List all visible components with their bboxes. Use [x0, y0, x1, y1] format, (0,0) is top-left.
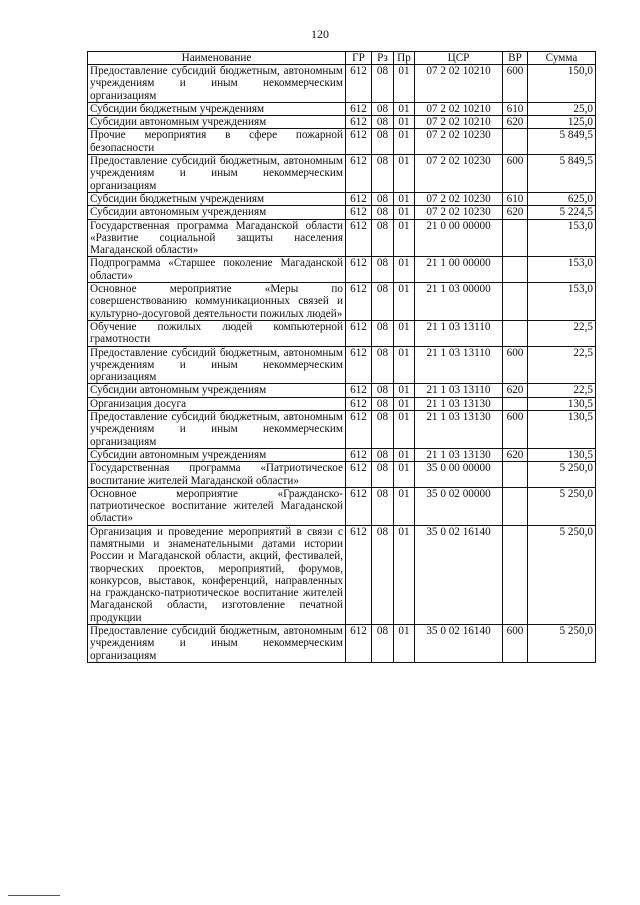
cell-name: Субсидии бюджетным учреждениям — [88, 102, 346, 115]
cell-vr: 620 — [503, 206, 528, 219]
column-header-sum: Сумма — [528, 52, 596, 65]
table-row — [88, 102, 596, 115]
table-row — [88, 487, 596, 525]
footer-rule — [8, 895, 60, 896]
cell-vr: 600 — [503, 65, 528, 103]
column-header-pr: Пр — [394, 52, 415, 65]
cell-vr: 610 — [503, 102, 528, 115]
cell-gr: 612 — [346, 102, 372, 115]
cell-sum: 153,0 — [528, 219, 596, 257]
cell-pr: 01 — [394, 129, 415, 155]
cell-rz: 08 — [372, 397, 394, 410]
cell-name: Основное мероприятие «Гражданско-патриотическое воспитание жителей Магаданской области» — [88, 487, 346, 525]
cell-vr — [503, 320, 528, 346]
cell-gr: 612 — [346, 283, 372, 321]
table-row — [88, 397, 596, 410]
cell-name: Подпрограмма «Старшее поколение Магаданской области» — [88, 257, 346, 283]
cell-name: Государственная программа Магаданской области «Развитие социальной защиты населения Магаданской области» — [88, 219, 346, 257]
cell-vr: 610 — [503, 192, 528, 205]
cell-csr: 35 0 02 16140 — [415, 525, 503, 624]
cell-gr: 612 — [346, 257, 372, 283]
cell-pr: 01 — [394, 155, 415, 193]
cell-csr: 07 2 02 10230 — [415, 206, 503, 219]
cell-name: Основное мероприятие «Меры по совершенствованию коммуникационных связей и культурно-досуговой деятельности пожилых людей» — [88, 283, 346, 321]
table-row — [88, 155, 596, 193]
cell-sum: 130,5 — [528, 397, 596, 410]
page-number: 120 — [311, 27, 329, 41]
cell-rz: 08 — [372, 411, 394, 449]
cell-rz: 08 — [372, 192, 394, 205]
cell-rz: 08 — [372, 525, 394, 624]
cell-rz: 08 — [372, 129, 394, 155]
cell-vr: 600 — [503, 346, 528, 384]
cell-gr: 612 — [346, 320, 372, 346]
cell-gr: 612 — [346, 525, 372, 624]
table-row — [88, 525, 596, 624]
cell-name: Предоставление субсидий бюджетным, автономным учреждениям и иным некоммерческим организациям — [88, 65, 346, 103]
cell-gr: 612 — [346, 129, 372, 155]
table-row — [88, 283, 596, 321]
cell-name: Субсидии автономным учреждениям — [88, 206, 346, 219]
cell-vr — [503, 525, 528, 624]
cell-pr: 01 — [394, 65, 415, 103]
cell-name: Субсидии автономным учреждениям — [88, 116, 346, 129]
cell-sum: 150,0 — [528, 65, 596, 103]
cell-name: Организация досуга — [88, 397, 346, 410]
cell-sum: 153,0 — [528, 257, 596, 283]
cell-name: Предоставление субсидий бюджетным, автономным учреждениям и иным некоммерческим организациям — [88, 411, 346, 449]
cell-name: Прочие мероприятия в сфере пожарной безопасности — [88, 129, 346, 155]
cell-pr: 01 — [394, 411, 415, 449]
cell-gr: 612 — [346, 448, 372, 461]
cell-pr: 01 — [394, 397, 415, 410]
cell-vr — [503, 283, 528, 321]
cell-csr: 21 1 03 13130 — [415, 397, 503, 410]
cell-name: Субсидии бюджетным учреждениям — [88, 192, 346, 205]
cell-gr: 612 — [346, 397, 372, 410]
table-row — [88, 192, 596, 205]
cell-csr: 07 2 02 10230 — [415, 192, 503, 205]
cell-pr: 01 — [394, 625, 415, 663]
cell-csr: 07 2 02 10230 — [415, 155, 503, 193]
cell-name: Организация и проведение мероприятий в связи с памятными и знаменательными датами истории России и Магаданской области, акций, фестивалей, творческих проектов, мероприятий, форумов, конкурсов, выставок, конференций, направленных на гражданско-патриотическое воспитание жителей Магаданской области, изготовление печатной продукции — [88, 525, 346, 624]
cell-name: Обучение пожилых людей компьютерной грамотности — [88, 320, 346, 346]
cell-gr: 612 — [346, 462, 372, 488]
cell-vr: 620 — [503, 448, 528, 461]
cell-pr: 01 — [394, 462, 415, 488]
cell-sum: 5 849,5 — [528, 129, 596, 155]
cell-csr: 21 1 03 13110 — [415, 346, 503, 384]
cell-vr — [503, 462, 528, 488]
cell-rz: 08 — [372, 487, 394, 525]
cell-sum: 22,5 — [528, 384, 596, 397]
cell-name: Субсидии автономным учреждениям — [88, 448, 346, 461]
table-row — [88, 65, 596, 103]
cell-vr: 600 — [503, 155, 528, 193]
cell-sum: 22,5 — [528, 320, 596, 346]
table-row — [88, 448, 596, 461]
cell-sum: 5 250,0 — [528, 525, 596, 624]
cell-gr: 612 — [346, 487, 372, 525]
cell-csr: 21 1 03 13130 — [415, 448, 503, 461]
cell-pr: 01 — [394, 116, 415, 129]
table-row — [88, 384, 596, 397]
cell-vr — [503, 487, 528, 525]
cell-pr: 01 — [394, 192, 415, 205]
cell-rz: 08 — [372, 206, 394, 219]
cell-sum: 125,0 — [528, 116, 596, 129]
cell-pr: 01 — [394, 257, 415, 283]
table-row — [88, 320, 596, 346]
cell-vr — [503, 257, 528, 283]
cell-sum: 5 250,0 — [528, 487, 596, 525]
cell-csr: 21 1 03 00000 — [415, 283, 503, 321]
cell-rz: 08 — [372, 462, 394, 488]
cell-rz: 08 — [372, 257, 394, 283]
column-header-gr: ГР — [346, 52, 372, 65]
cell-gr: 612 — [346, 411, 372, 449]
cell-csr: 35 0 00 00000 — [415, 462, 503, 488]
cell-csr: 07 2 02 10210 — [415, 102, 503, 115]
cell-vr: 620 — [503, 116, 528, 129]
cell-pr: 01 — [394, 102, 415, 115]
cell-rz: 08 — [372, 155, 394, 193]
cell-name: Субсидии автономным учреждениям — [88, 384, 346, 397]
cell-name: Государственная программа «Патриотическое воспитание жителей Магаданской области» — [88, 462, 346, 488]
table-row — [88, 411, 596, 449]
cell-rz: 08 — [372, 65, 394, 103]
cell-name: Предоставление субсидий бюджетным, автономным учреждениям и иным некоммерческим организациям — [88, 346, 346, 384]
cell-rz: 08 — [372, 283, 394, 321]
cell-csr: 07 2 02 10210 — [415, 65, 503, 103]
table-row — [88, 219, 596, 257]
cell-gr: 612 — [346, 192, 372, 205]
cell-csr: 21 0 00 00000 — [415, 219, 503, 257]
table-body — [88, 65, 596, 663]
cell-gr: 612 — [346, 206, 372, 219]
cell-rz: 08 — [372, 116, 394, 129]
cell-csr: 21 1 03 13110 — [415, 320, 503, 346]
cell-sum: 25,0 — [528, 102, 596, 115]
cell-sum: 130,5 — [528, 411, 596, 449]
cell-csr: 07 2 02 10230 — [415, 129, 503, 155]
cell-gr: 612 — [346, 384, 372, 397]
column-header-csr: ЦСР — [415, 52, 503, 65]
cell-gr: 612 — [346, 65, 372, 103]
cell-vr — [503, 129, 528, 155]
table-header-row — [88, 52, 596, 65]
cell-vr: 600 — [503, 411, 528, 449]
cell-csr: 35 0 02 00000 — [415, 487, 503, 525]
cell-sum: 5 250,0 — [528, 625, 596, 663]
table-row — [88, 625, 596, 663]
table-row — [88, 206, 596, 219]
cell-rz: 08 — [372, 320, 394, 346]
cell-vr — [503, 219, 528, 257]
cell-pr: 01 — [394, 448, 415, 461]
cell-csr: 07 2 02 10210 — [415, 116, 503, 129]
table-row — [88, 116, 596, 129]
table-row — [88, 462, 596, 488]
table-row — [88, 257, 596, 283]
cell-pr: 01 — [394, 487, 415, 525]
cell-name: Предоставление субсидий бюджетным, автономным учреждениям и иным некоммерческим организациям — [88, 625, 346, 663]
cell-pr: 01 — [394, 320, 415, 346]
cell-rz: 08 — [372, 346, 394, 384]
cell-sum: 153,0 — [528, 283, 596, 321]
cell-vr: 600 — [503, 625, 528, 663]
cell-csr: 21 1 00 00000 — [415, 257, 503, 283]
cell-sum: 5 224,5 — [528, 206, 596, 219]
cell-gr: 612 — [346, 155, 372, 193]
cell-pr: 01 — [394, 384, 415, 397]
column-header-name: Наименование — [88, 52, 346, 65]
budget-table — [87, 51, 596, 663]
cell-rz: 08 — [372, 384, 394, 397]
cell-sum: 5 849,5 — [528, 155, 596, 193]
cell-csr: 35 0 02 16140 — [415, 625, 503, 663]
cell-sum: 5 250,0 — [528, 462, 596, 488]
cell-csr: 21 1 03 13130 — [415, 411, 503, 449]
cell-sum: 130,5 — [528, 448, 596, 461]
cell-vr — [503, 397, 528, 410]
cell-vr: 620 — [503, 384, 528, 397]
column-header-vr: ВР — [503, 52, 528, 65]
cell-rz: 08 — [372, 219, 394, 257]
cell-pr: 01 — [394, 525, 415, 624]
column-header-rz: Рз — [372, 52, 394, 65]
cell-csr: 21 1 03 13110 — [415, 384, 503, 397]
cell-pr: 01 — [394, 219, 415, 257]
cell-rz: 08 — [372, 448, 394, 461]
cell-rz: 08 — [372, 625, 394, 663]
cell-pr: 01 — [394, 206, 415, 219]
cell-name: Предоставление субсидий бюджетным, автономным учреждениям и иным некоммерческим организациям — [88, 155, 346, 193]
cell-gr: 612 — [346, 116, 372, 129]
cell-pr: 01 — [394, 346, 415, 384]
cell-sum: 625,0 — [528, 192, 596, 205]
cell-sum: 22,5 — [528, 346, 596, 384]
cell-gr: 612 — [346, 346, 372, 384]
table-row — [88, 129, 596, 155]
cell-rz: 08 — [372, 102, 394, 115]
cell-gr: 612 — [346, 625, 372, 663]
cell-gr: 612 — [346, 219, 372, 257]
cell-pr: 01 — [394, 283, 415, 321]
table-row — [88, 346, 596, 384]
